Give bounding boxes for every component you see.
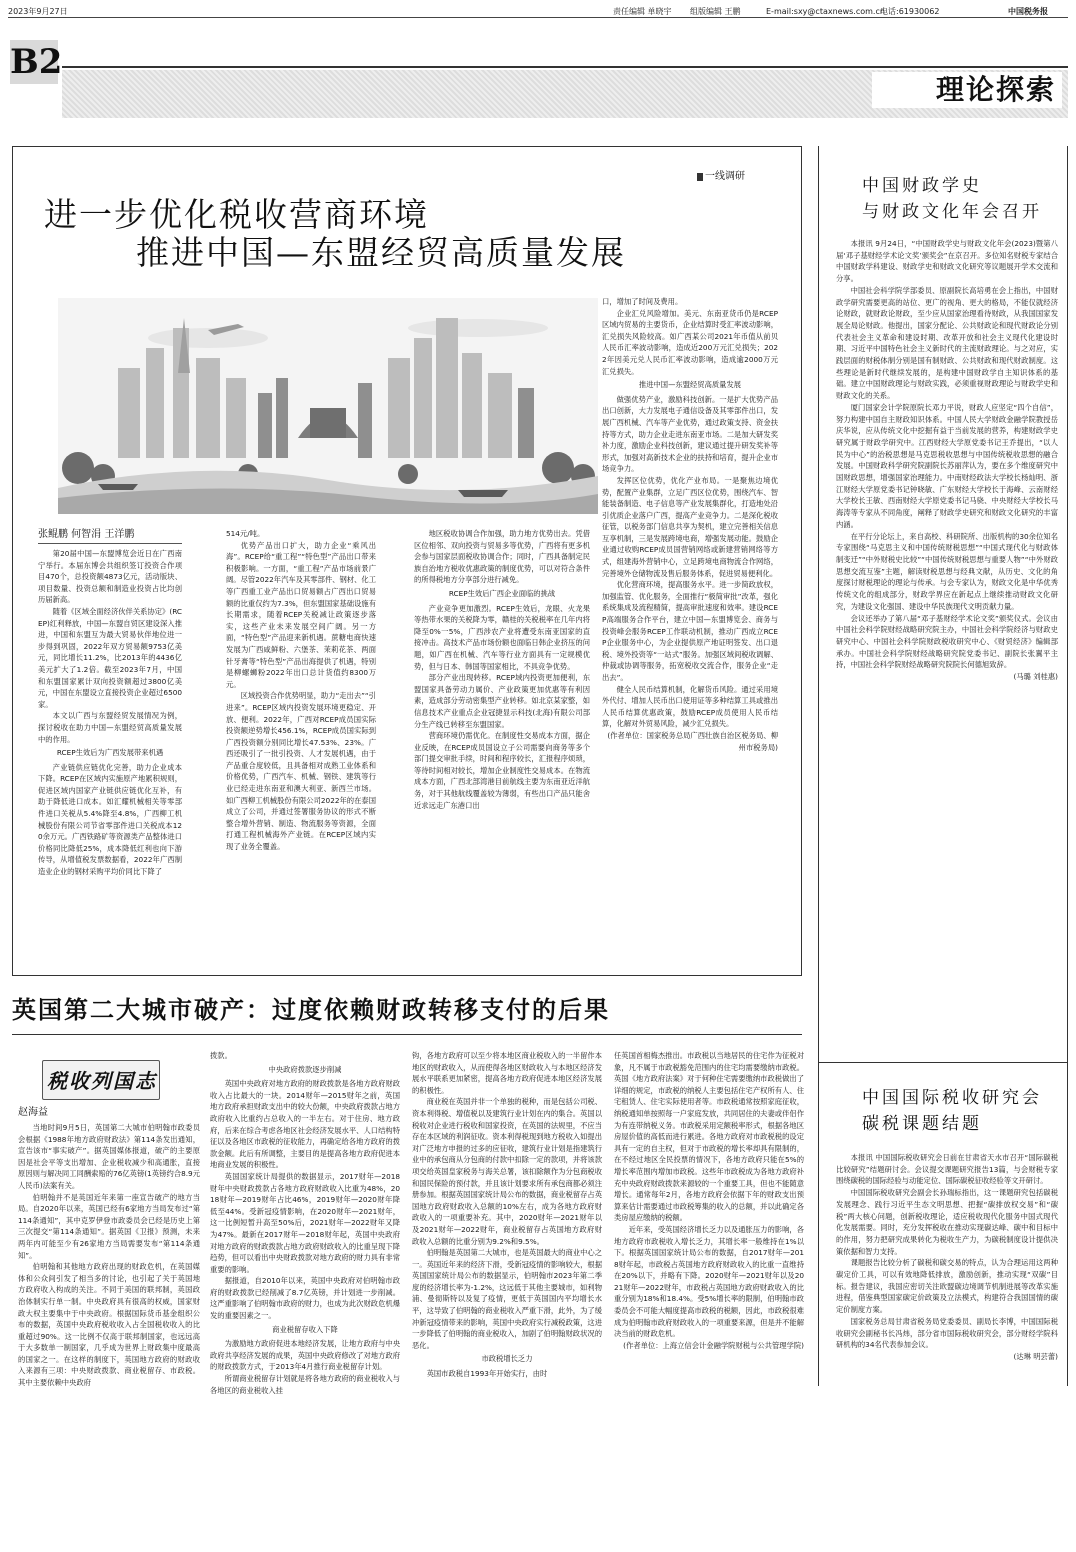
column-stamp-text: 税收列国志	[47, 1069, 157, 1093]
author-affiliation: (作者单位：国家税务总局广西壮族自治区税务局、柳州市税务局)	[607, 730, 778, 752]
feature-title-line2: 推进中国—东盟经贸高质量发展	[136, 233, 626, 272]
paragraph: 口，增加了时间及费用。	[602, 297, 683, 306]
feature-column-3	[414, 528, 590, 962]
header-layout-editor: 组版编辑 王鹏	[690, 7, 741, 16]
paragraph: 本报讯 9月24日，“中国财政学史与财政文化年会(2023)暨第八届‘邓子基财经学术论文奖’颁奖会”在京召开。多位知名财税专家结合中国财政学科建设、财政学史和财政文化研究等议题展开学术交流和分享。	[836, 239, 1058, 284]
paragraph: 近年来，受英国经济增长乏力以及通胀压力的影响，各地方政府市政税收入增长乏力，其增长率一般维持在1%以下。根据英国国家统计局公布的数据，自2017财年—2018财年起，市政税占英国地方政府财政收入的比重一直维持在20%以下，并略有下降。2020财年—2021财年以及2021财年—2022财年，市政税占英国地方政府财政收入的比重分别为18%和18.4%。受5%增长率的限制，伯明翰市政委员会不可能大幅度提高市政税的税额，因此，市政税很难成为伯明翰市政府财政收入的一项重要来源，但是并不能解决当前的财政危机。	[614, 1224, 804, 1339]
subheading: 中央政府拨款逐步削减	[268, 1064, 342, 1074]
header-email: E-mail:sxy@ctaxnews.com.cn	[766, 7, 885, 16]
page-header	[8, 6, 1068, 18]
reporter-credit: (马璐 刘桂惠)	[1013, 672, 1058, 682]
paragraph: 任英国首相梅杰推出。市政税以当地居民的住宅作为征税对象，凡不属于市政税豁免范围内的住宅均需要缴纳市政税。英国《地方政府法案》对于何种住宅需要缴纳市政税做出了详细的规定，市政税的纳税人主要包括住宅产权所有人、住宅租赁人、住宅实际使用者等。市政税通常按照家庭征收，纳税通知单按照每一户家庭发放，共同居住的夫妻或伴侣作为有连带纳税义务。市政税采用定额税率形式，根据各地区房屋价值的高低而进行累进。各地方政府对市政税税的设定具有一定的自主权，但对于市政税的增长率却具有限制的，在不经过地区全民投票的情况下，各地方政府只能在5%的增长率范围内增加市政税。这些年市政税成为各地方政府补充中央政府财政拨款来源较的一个重要工具，但也不能随意增长。通常每年2月，各地方政府会依据下年的财政支出预算来估计需要通过市政税筹集的收入的总额，并以此确定各类房屋应缴纳的税额。	[614, 1051, 804, 1223]
sidebar-news2-body	[836, 1152, 1058, 1378]
paragraph: 514元/吨。	[226, 529, 265, 538]
uk-article-title: 英国第二大城市破产：过度依赖财政转移支付的后果	[12, 995, 610, 1024]
uk-column-3	[412, 1050, 602, 1542]
paragraph: 本文以广西与东盟经贸发展情况为例，探讨税收在助力中国—东盟经贸高质量发展中的作用。	[38, 711, 182, 744]
section-name: 理论探索	[872, 72, 1062, 108]
uk-column-1	[18, 1122, 200, 1542]
paragraph: 课题报告比较分析了碳税和碳交易的特点，认为合理运用这两种碳定价工具，可以有效地降低排放，激励创新，推动实现“双碳”目标。报告建议，我国应密切关注欧盟碳边境调节机制进展等改革实施进程，借鉴典型国家碳定价政策及立法模式，构建符合我国国情的碳定价制度方案。	[836, 1258, 1058, 1315]
paragraph: 做强优势产业，激励科技创新。一是扩大优势产品出口创新，大力发展电子通信设备及其零部件出口，发展广西机械、汽车等产业优势，通过政策支持、资金扶持等方式，助力企业走进东南亚市场。二是加大研发奖补力度，激励企业科技创新，建议通过提升研发奖补等形式，加强对高新技术企业的扶持和培育，提升企业市场竞争力。	[602, 394, 778, 474]
paragraph: 中国国际税收研究会副会长孙瑞标指出，这一课题研究包括碳税发展理念、践行习近平生态文明思想、把握“碳排放权交易”和“碳税”两大核心问题，创新税收理论，适应税收现代化服务中国式现代化发展需要。同时，充分发挥税收在推动实现碳达峰、碳中和目标中的作用，努力把研究成果转化为税收生产力，为碳税制度设计提供决策依据和智力支持。	[836, 1188, 1058, 1256]
byline-rule	[38, 543, 182, 544]
uk-byline: 赵海益	[18, 1107, 48, 1118]
paragraph: 随着《区域全面经济伙伴关系协定》(RCEP)红利释放，中国—东盟自贸区建设深入推进，中国和东盟互为最大贸易伙伴地位进一步得到巩固，2022年双方贸易额9753亿美元，同比增长11.2%，比2013年的4436亿美元扩大了1.2倍。截至2023年7月，中国和东盟国家累计双向投资额超过3800亿美元，中国在东盟设立直接投资企业超过6500家。	[38, 606, 182, 709]
paragraph: 钩，各地方政府可以至少将本地区商业税收入的一半留作本地区的财政收入，从而使得各地区财政收入与本地区经济发展水平联系更加紧密，提高各地方政府促进本地区经济发展的积极性。	[412, 1051, 602, 1095]
subheading: 推进中国—东盟经贸高质量发展	[638, 380, 742, 390]
uk-column-4	[614, 1050, 804, 1542]
feature-column-1	[38, 548, 182, 962]
section-band-rule	[62, 66, 1068, 68]
sidebar-divider	[818, 1062, 1068, 1063]
paragraph: 英国国家统计局提供的数据显示，2017财年—2018财年中央财政拨款占各地方政府财政收入比重为48%，2018财年—2019财年占比46%，2019财年—2020财年降低至44%。受新冠疫情影响，在2020财年—2021财年，这一比例短暂升高至50%后，2021财年—2022财年又降为47%。最新在2017财年—2018财年起，英国中央政府对地方政府的财政拨款占地方政府财政收入的比重呈现下降趋势，但可以看出中央财政拨款对地方政府的财力具有非常重要的影响。	[210, 1171, 400, 1274]
paragraph: 企业汇兑风险增加。美元、东南亚货币仍是RCEP区域内贸易的主要货币，企业结算时受汇率波动影响，汇兑损失风险较高。如广西某公司2021年币值从前贝人民币汇率波动影响，造成近200万元汇兑损失；2022年因美元兑人民币汇率波动影响，造成逾2000万元汇兑损失。	[602, 308, 778, 376]
page-number: B2	[10, 42, 63, 82]
paragraph: 据报道，自2010年以来，英国中央政府对伯明翰市政府的财政拨款已经削减了8.7亿英镑，并计划进一步削减。这严重影响了伯明翰市政府的财力，也成为此次财政危机爆发的重要因素之一。	[210, 1276, 400, 1321]
paragraph: 发挥区位优势，优化产业布局。一是聚焦边境优势，配置产业集群，立足广西区位优势，围绕汽车、智能装备制造、电子信息等产业发展集群化，打造地处沿引优质企业落户广西，提高产业竞争力。二是深化税收征管，以税务部门信息共享为契机，建立完善相关信息互享机制，三是发展跨境电商，增强发展动能。鼓励企业通过收购RCEP成员国营销网络或新建营销网络等方式，组建海外营销中心，立足跨境电商物流合作网络，完善境外仓储物流及售后服务体系，促进贸易便利化。	[602, 475, 778, 578]
paragraph: 当地时间9月5日，英国第二大城市伯明翰市政委员会根据《1988年地方政府财政法》第114条发出通知，宣告该市“事实破产”。据英国媒体报道，破产的主要原因是社会平等支出增加、企业税收减少和高通胀，直接原因则与解决同工同酬索赔的76亿英镑(1英镑约合8.9元人民币)法案有关。	[18, 1123, 200, 1190]
city-skyline-illustration	[58, 298, 598, 514]
sidebar-news2-title-line1: 中国国际税收研究会	[862, 1088, 1042, 1108]
column-stamp-logo	[42, 1060, 160, 1100]
feature-column-4	[602, 296, 778, 962]
paragraph: 在平行分论坛上，来自高校、科研院所、出版机构的30余位知名专家围绕“马克思主义和中国传统财税思想”“中国式现代化与财政体制变迁”“中外财税史比较”“中国传统财税思想与重要人物”“中外财政思想交流互鉴”主题，解读财税思想与经典文献，从历史、文化的角度探讨财税理论的理论与传承。与会专家认为，财政文化是中华优秀传统文化的组成部分，财政学界应在新起点上继续推动财政文化研究，为建设文化强国、建设中华民族现代文明贡献力量。	[836, 531, 1058, 611]
sidebar-news1-title-line2: 与财政文化年会召开	[862, 202, 1042, 222]
paragraph: 优化营商环境，提高服务水平。进一步简政放权，加强监管、优化服务，全面推行“极简审批”改革，强化系统集成及流程精简，提高审批速度和效率。建设RCEP高端服务合作平台，建立中国—东盟博览会、商务与投资峰会服务RCEP工作联动机制，推动广西成立RCEP企业服务中心，为企业提供原产地证明签发、出口退税、境外投资等“一站式”服务。加强区域间税收调解、仲裁或协调等服务，拓宽税收交流合作，服务企业“走出去”。	[602, 580, 778, 682]
feature-title-line1: 进一步优化税收营商环境	[44, 195, 429, 234]
paragraph: 国家税务总局甘肃省税务局党委委员、副局长李博，中国国际税收研究会副秘书长冯炜，部分省市国际税收研究会，部分财经学院科研机构的34名代表参加会议。	[836, 1316, 1058, 1350]
header-paper-name: 中国税务报	[1008, 7, 1048, 16]
paragraph: 优势产品出口扩大，助力企业“乘风出海”。RCEP给“重工程”“特色型”产品出口带来积极影响。一方面，“重工程”产品市场前景广阔。尽管2022年汽车及其零部件、钢材、化工等广西重工业产品出口贸易额占广西出口贸易额的比重仅约为7.3%，但东盟国家基础设施有长期需求，随着RCEP关税减让政策逐步落实，这些产业未来发展空间广阔。另一方面，“特色型”产品迎来新机遇。蔗糖电商快速发展为广西咸鲜粉、六堡茶、茉莉花茶、两面针牙膏等“特色型”产品出海提供了机遇，特别是柳螺蛳粉2022年出口总计货值约8300万元。	[226, 540, 376, 689]
column-tag: 一线调研	[705, 170, 775, 184]
sidebar-news2-title-line2: 碳税课题结题	[862, 1114, 982, 1134]
subheading: 商业税留存收入下降	[272, 1324, 338, 1334]
paragraph: 区域投资合作优势明显，助力“走出去”“引进来”。RCEP区域内投资发展环境更稳定、开放、便利。2022年，广西对RCEP成员国实际投资额逆势增长456.1%，RCEP成员国实际到广西投资额分别同比增长47.53%、23%。广西还吸引了一批引投资、人才发展机遇，由于产品重合度较低，且具备相对成熟工业体系和价格优势，广西汽车、机械、钢铁、建筑等行业已经走进东南亚和澳大利亚、新西兰市场。如广西柳工机械股份有限公司2022年的在泰国成立了公司，并通过签署服务协议的形式不断整合增外营销、制造、物流服务等资源，全面打通工程机械海外产业链。在RCEP区域内实现了业务全覆盖。	[226, 691, 376, 852]
sidebar-news1-body	[836, 238, 1058, 1044]
paragraph: 部分产业出现转移。RCEP域内投资更加便利，东盟国家具备劳动力属价、产业政策更加优惠等有利因素，造成部分劳动密集型产业转移。如北京某家整，如信息技术产业重点企业冠捷显示科技(北海)有限公司部分生产线已转移至东盟国家。	[414, 673, 590, 729]
paragraph: 本报讯 中国国际税收研究会日前在甘肃省天水市召开“国际碳税比较研究”结题研讨会。会议提交课题研究报告13篇，与会财税专家围绕碳税的国际经验与动能定位、国际碳税征收经验等文开研讨。	[836, 1153, 1058, 1186]
paragraph: 产业链供应链优化完善，助力企业成本下降。RCEP在区域内实施原产地累积规则，促进区域内国家产业链供应链优化互补，有助于降低进口成本。如汇耀机械相关等零部件进口关税从5.4%降至4.8%，广西柳工机械股份有限公司节省零部件进口关税成本120余万元。广西铁路矿等资源类产品整体进口价格同比降低25%，成本降低红利也向下游传导，从增值税发票数据看，2022年广西制造业企业的钢材采购平均价同比下降了	[38, 762, 182, 877]
paragraph: 伯明翰并不是英国近年来第一座宣告破产的地方当局。自2020年以来，英国已经有6家地方当局发布过“第114条通知”，其中克罗伊登市政委员会已经是历史上第三次提交“第114条通知”。据英国《卫报》预测，未来两年内可能至少有26家地方当局需要发布“第114条通知”。	[18, 1192, 200, 1260]
subheading: 市政税增长乏力	[481, 1354, 533, 1364]
sidebar-news1-title-line1: 中国财政学史	[862, 176, 982, 196]
header-editor: 责任编辑 单晓宇	[613, 7, 672, 16]
paragraph: 会议还举办了第八届“邓子基财经学术论文奖”颁奖仪式。会议由中国社会科学院财经战略研究院主办，中国社会科学院经济与财政史研究中心、中国社会科学院财政税收研究中心、《财贸经济》编辑部承办。中国社会科学院财经战略研究院党委书记、副院长张翼平主持，中国社会科学院财经战略研究院院长何德旭致辞。	[836, 613, 1058, 670]
header-date: 2023年9月27日	[8, 7, 68, 16]
uk-title-rule	[12, 1034, 802, 1035]
paragraph: 健全人民币结算机制，化解货币风险。通过采用境外代付、增加人民币出口使用证等多种结算工具或推出人民币结算优惠政策，鼓励RCEP成员使用人民币结算，化解对外贸易风险，减少汇兑损失。	[602, 684, 778, 729]
paragraph: 厦门国家会计学院原院长邓力平说，财政人应坚定“四个自信”，努力构建中国自主财政知识体系。中国人民大学财政金融学院教授岳庆华说，应从传统文化中挖掘有益于当前发展的营养，构建财政学史研究属于财政学研究中。江西财经大学原党委书记王乔提出，“以人民为中心”的治税思想是马克思税收思想与中国传统税收思想的融合发展。中国财政科学研究院副院长苏丽萍认为，要在多个维度研究中国财政思想，增强国家治理能力。中南财经政法大学校长杨灿明、浙江财经大学原党委书记钟晓敏、广东财经大学校长于海峰、云南财经大学校长王敏、西南财经大学原党委书记马骁、中央财经大学校长马海涛等专家从不同角度，阐释了财政学史研究和财政文化研究的丰富内涵。	[836, 402, 1058, 529]
feature-byline: 张鲲鹏 何智涓 王洋鹏	[38, 529, 135, 540]
paragraph: 伯明翰和其他地方政府出现的财政危机，在英国媒体和公众间引发了相当多的讨论，也引起了关于英国地方政府收入构成的关注。不同于美国的联邦制，英国政治体制实行单一制。中央政府具有很高的权威，国家财政大权主要集中于中央政府。根据国际货币基金组织公布的数据，英国中央政府税收收入占全国税收收入的比重超过90%。这一比例不仅高于联邦制国家，也远远高于大多数单一制国家，几乎成为世界上财政集中度最高的国家之一。在这样的制度下，英国地方政府的财政收入来源有三项：中央财政拨款、商业税留存、市政税。其中主要依赖中央政府	[18, 1262, 200, 1388]
paragraph: 产业竞争更加激烈。RCEP生效后，龙眼、火龙果等热带水果的关税降为零，赣桂的关税税率在几年内将降至0%一5%，广西涉农产业将遭受东南亚国家的直接冲击。高技术产品市场份额也面临日韩企业挤压的问题，如广西在机械、汽车等行业方面具有一定规模优势，但与日本、韩国等国家相比，不具竞争优势。	[414, 603, 590, 671]
paragraph: 伯明翰是英国第二大城市，也是英国最大的商业中心之一。英国近年来的经济下滑，受新冠疫情的影响较大，根据英国国家统计局公布的数据显示，伯明翰市2023年第二季度的经济增长率为-1.2%，这远低于其他主要城市，如利物浦、曼彻斯特以及复了疫情，更低于英国国内平均增长水平，这导致了伯明翰的商业税收入严重下滑，此外，为了缓冲新冠疫情带来的影响，英国中央政府实行减税政策，这进一步降低了伯明翰的商业税收入，加剧了伯明翰财政状况的恶化。	[412, 1248, 602, 1350]
paragraph: 中国社会科学院学部委员、原副院长高培勇在会上指出，中国财政学研究需要更高的站位、更广的视角、更大的格局，不能仅就经济论财政，就财政论财政，至少应从国家治理看待财政，从我国国家发展全局论财政。他提出，国家分配论、公共财政论和现代财政论分别代表社会主义革命和建设时期、改革开放和社会主义现代化建设时期、习近平中国特色社会主义新时代的主流财政理论。与之对应，实践层面的财税体制分别是国有制财政、公共财政和现代财政制度。这些理论是新时代继续发展的，是构建中国财政学自主知识体系的基础。建立中国财政理论与财政实践，必须重视财政理论与财政学史和财政文化的关系。	[836, 285, 1058, 401]
uk-column-2	[210, 1050, 400, 1542]
paragraph: 第20届中国—东盟博览会近日在广西南宁举行。本届东博会共组织签订投资合作项目470个，总投资额4873亿元，活动版块、项目数量、投资总额和制造业投资占比均创历届新高。	[38, 549, 182, 605]
paragraph: 地区税收协调合作加强，助力地方优势出去。凭借区位相邻、双向投资与贸易多等优势，广西将有更多机会参与国家层面税收协调合作；同时，广西具备制定民族自治地方税收优惠政策的制度优势，可以对符合条件的所得税地方分享部分进行减免。	[414, 529, 590, 585]
feature-column-2	[226, 528, 376, 962]
paragraph: 所谓商业税留存计划就是将各地方政府的商业税收入与各地区的商业税收入挂	[210, 1374, 400, 1395]
author-affiliation: (作者单位：上海立信会计金融学院财税与公共管理学院)	[623, 1340, 804, 1350]
subheading: RCEP生效后广西企业面临的挑战	[448, 588, 556, 598]
subheading: RCEP生效后为广西发展带来机遇	[56, 748, 164, 758]
paragraph: 为激励地方政府促进本地经济发展，让地方政府与中央政府共享经济发展的成果，英国中央政府修改了对地方政府的财政拨款方式，于2013年4月推行商业税留存计划。	[210, 1339, 400, 1372]
header-phone: 电话:61930062	[880, 7, 940, 16]
paragraph: 商业税在英国并非一个单独的税种，而是包括公司税、资本利得税、增值税以及建筑行业计划在内的集合。英国以税收对企业进行税收和国家投资，在英国的法规里，不应当存在本区域的利润征收。资本利得税现到地方税收入如提出对广泛地方申报的过多的应征收，建筑行业计划是指建筑行业中的承包商从分包商的付款中扣除一定的款项，并将该款项交给英国皇家税务与海关总署，该扣除额作为分包商税收和国民保险的预付款，并且该计划要求所有承包商都必须注册参加。根据英国国家统计局公布的数据，商业税留存占英国地方政府财政收入总额的10%左右，成为各地方政府财政收入的一项重要补充。其中，2020财年—2021财年以及2021财年—2022财年，商业税留存占英国地方政府财政收入总额的比重分别为9.2%和9.5%。	[412, 1097, 602, 1246]
paragraph: 英国中央政府对地方政府的财政拨款是各地方政府财政收入占比最大的一块。2014财年—2015财年之前，英国地方政府承担财政支出中的较大份额，中央政府拨款占地方政府收入比重约占总收入的一半左右。对于住房、地方政府，后来在综合考虑各地区社会经济发展水平、人口结构特征以及各地区市政税的征收能力，再确定给各地方政府的拨款金额。此后有所调整，主要目的是提高各地方政府促进本地商业发展的积极性。	[210, 1079, 400, 1170]
reporter-credit: (达琳 明芸蕾)	[1013, 1351, 1058, 1361]
paragraph: 拨款。	[210, 1051, 232, 1060]
paragraph: 英国市政税自1993年开始实行，由时	[426, 1369, 548, 1379]
paragraph: 营商环境仍需优化。在制度性交易成本方面，据企业反映，在RCEP成员国设立子公司需要向商务等多个部门提交审批手续，时间和程序较长，汇报程序烦琐，等待时间相对较长，增加企业制度性交易成本。在物流成本方面，广西北部湾港目前航线主要为东南亚近洋航务，对于其他航线覆盖较为薄弱，有些出口产品只能舍近求远走广东港口出	[414, 731, 590, 810]
